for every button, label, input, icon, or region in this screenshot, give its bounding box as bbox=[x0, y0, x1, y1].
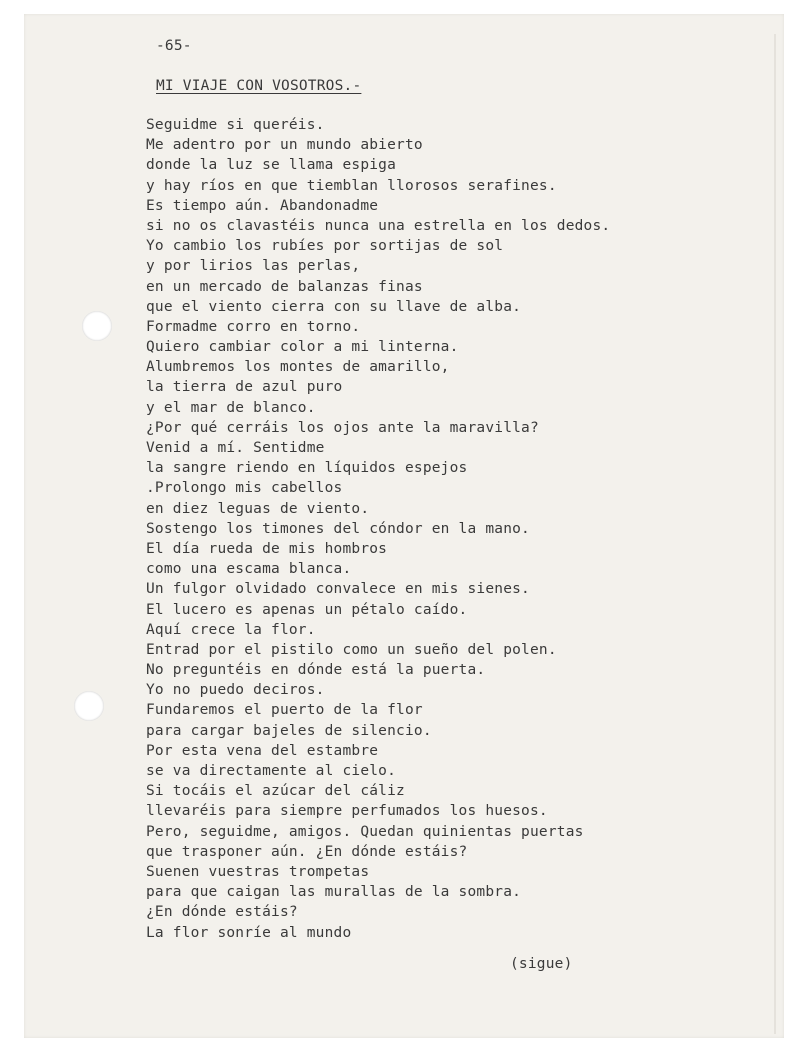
poem-body bbox=[146, 115, 610, 943]
poem-line: Formadme corro en torno. bbox=[146, 318, 361, 335]
poem-line: en un mercado de balanzas finas bbox=[146, 278, 423, 295]
continues-note: (sigue) bbox=[510, 956, 573, 972]
poem-line: Seguidme si queréis. bbox=[146, 117, 325, 133]
poem-line: y por lirios las perlas, bbox=[146, 258, 361, 275]
poem-title: MI VIAJE CON VOSOTROS.- bbox=[156, 78, 362, 94]
poem-line: donde la luz se llama espiga bbox=[146, 157, 397, 174]
poem-line: que el viento cierra con su llave de alba. bbox=[146, 298, 522, 315]
poem-line: ¿En dónde estáis? bbox=[146, 904, 298, 921]
poem-line: Si tocáis el azúcar del cáliz bbox=[146, 783, 405, 800]
poem-line: El día rueda de mis hombros bbox=[146, 540, 388, 557]
poem-line: que trasponer aún. ¿En dónde estáis? bbox=[146, 843, 468, 860]
poem-line: Es tiempo aún. Abandonadme bbox=[146, 197, 379, 214]
poem-line: ¿Por qué cerráis los ojos ante la maravilla? bbox=[146, 419, 539, 436]
page-edge bbox=[774, 34, 776, 1034]
poem-line: Suenen vuestras trompetas bbox=[146, 863, 370, 880]
poem-line: para cargar bajeles de silencio. bbox=[146, 722, 432, 739]
poem-line: como una escama blanca. bbox=[146, 561, 352, 578]
poem-line: Alumbremos los montes de amarillo, bbox=[146, 359, 450, 376]
page-number: -65- bbox=[156, 38, 192, 54]
poem-line: para que caigan las murallas de la sombra. bbox=[146, 884, 522, 901]
poem-line: No preguntéis en dónde está la puerta. bbox=[146, 662, 486, 679]
poem-line: Pero, seguidme, amigos. Quedan quinientas puertas bbox=[146, 823, 584, 840]
poem-line: Quiero cambiar color a mi linterna. bbox=[146, 339, 459, 356]
poem-line: llevaréis para siempre perfumados los huesos. bbox=[146, 803, 548, 820]
punch-hole-upper bbox=[82, 311, 112, 341]
poem-line: en diez leguas de viento. bbox=[146, 500, 370, 517]
poem-line: Aquí crece la flor. bbox=[146, 621, 316, 638]
poem-line: Sostengo los timones del cóndor en la mano. bbox=[146, 520, 530, 537]
poem-line: Me adentro por un mundo abierto bbox=[146, 137, 423, 154]
poem-line: Fundaremos el puerto de la flor bbox=[146, 702, 423, 719]
poem-line: la sangre riendo en líquidos espejos bbox=[146, 460, 468, 477]
poem-line: se va directamente al cielo. bbox=[146, 763, 397, 779]
poem-line: la tierra de azul puro bbox=[146, 379, 343, 396]
poem-line: Un fulgor olvidado convalece en mis sienes. bbox=[146, 581, 530, 598]
poem-line: La flor sonríe al mundo bbox=[146, 924, 352, 941]
poem-line: El lucero es apenas un pétalo caído. bbox=[146, 601, 468, 618]
poem-line: Yo no puedo deciros. bbox=[146, 682, 325, 699]
poem-line: Por esta vena del estambre bbox=[146, 742, 379, 759]
poem-line: y hay ríos en que tiemblan llorosos serafines. bbox=[146, 177, 557, 194]
poem-line: .Prolongo mis cabellos bbox=[146, 480, 343, 497]
poem-line: si no os clavastéis nunca una estrella en los dedos. bbox=[146, 217, 611, 234]
poem-line: Yo cambio los rubíes por sortijas de sol bbox=[146, 238, 504, 255]
punch-hole-lower bbox=[74, 691, 104, 721]
poem-line: Entrad por el pistilo como un sueño del polen. bbox=[146, 641, 557, 658]
poem-line: y el mar de blanco. bbox=[146, 399, 316, 416]
poem-line: Venid a mí. Sentidme bbox=[146, 440, 325, 456]
